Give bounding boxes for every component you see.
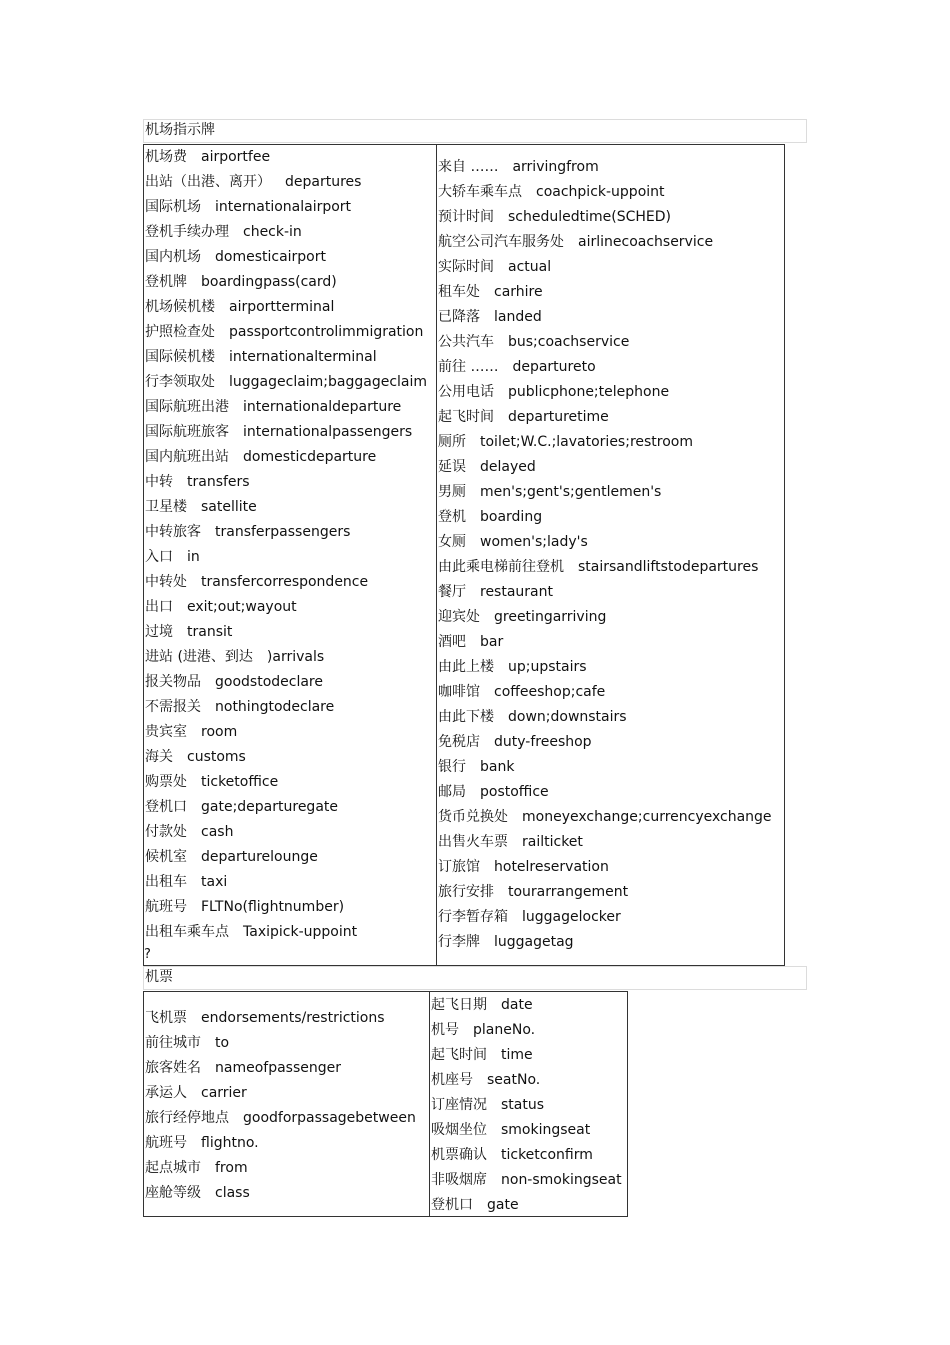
sign-term-row — [437, 405, 784, 430]
sign-term-row — [144, 870, 436, 895]
sign-term-row — [144, 170, 436, 195]
term-chinese: 大轿车乘车点 — [438, 184, 522, 200]
term-chinese: 国际候机楼 — [145, 349, 215, 365]
ticket-term-row — [430, 1193, 627, 1218]
term-english: smokingseat — [501, 1122, 591, 1138]
term-chinese: 登机手续办理 — [145, 224, 229, 240]
sign-term-row — [144, 145, 436, 170]
term-english: date — [501, 997, 533, 1013]
sign-term-row — [144, 470, 436, 495]
term-english: luggagelocker — [522, 909, 621, 925]
term-english: internationalairport — [215, 199, 352, 215]
term-english: airportterminal — [229, 299, 335, 315]
sign-term-row — [144, 445, 436, 470]
ticket-right-list — [430, 993, 627, 1218]
term-english: nameofpassenger — [215, 1060, 341, 1076]
term-english: endorsements/restrictions — [201, 1010, 385, 1026]
sign-term-row — [437, 930, 784, 955]
sign-term-row — [144, 645, 436, 670]
term-chinese: 飞机票 — [145, 1010, 187, 1026]
ticket-term-row — [430, 1018, 627, 1043]
term-english: goodstodeclare — [215, 674, 323, 690]
term-english: carhire — [494, 284, 543, 300]
term-english: departures — [285, 174, 362, 190]
term-chinese: 餐厅 — [438, 584, 466, 600]
term-chinese: 旅行经停地点 — [145, 1110, 229, 1126]
term-chinese: 起点城市 — [145, 1160, 201, 1176]
term-english: from — [215, 1160, 248, 1176]
term-chinese: 免税店 — [438, 734, 480, 750]
term-chinese: 过境 — [145, 624, 173, 640]
ticket-term-row — [144, 1031, 430, 1056]
term-english: gate;departuregate — [201, 799, 338, 815]
sign-term-row — [144, 220, 436, 245]
ticket-term-row — [144, 1181, 430, 1206]
term-english: internationalterminal — [229, 349, 377, 365]
sign-term-row — [437, 305, 784, 330]
term-chinese: 航班号 — [145, 1135, 187, 1151]
term-chinese: 航班号 — [145, 899, 187, 915]
term-english: departurelounge — [201, 849, 318, 865]
term-english: carrier — [201, 1085, 247, 1101]
term-english: transit — [187, 624, 233, 640]
ticket-term-row — [430, 1168, 627, 1193]
ticket-right-column — [429, 992, 627, 1216]
term-english: status — [501, 1097, 545, 1113]
term-english: transferpassengers — [215, 524, 351, 540]
term-english: exit;out;wayout — [187, 599, 297, 615]
term-chinese: 出租车乘车点 — [145, 924, 229, 940]
term-english: satellite — [201, 499, 257, 515]
sign-term-row — [144, 670, 436, 695]
term-chinese: 报关物品 — [145, 674, 201, 690]
term-chinese: 登机口 — [431, 1197, 473, 1213]
sign-term-row — [437, 355, 784, 380]
sign-term-row — [144, 920, 436, 945]
sign-term-row — [437, 530, 784, 555]
term-english: taxi — [201, 874, 228, 890]
term-chinese: 机场费 — [145, 149, 187, 165]
sign-term-row — [437, 855, 784, 880]
term-english: railticket — [522, 834, 583, 850]
term-chinese: 出售火车票 — [438, 834, 508, 850]
term-chinese: 咖啡馆 — [438, 684, 480, 700]
sign-term-row — [144, 295, 436, 320]
term-english: landed — [494, 309, 542, 325]
ticket-table — [143, 991, 628, 1217]
term-chinese: 候机室 — [145, 849, 187, 865]
term-english: delayed — [480, 459, 536, 475]
term-chinese: 航空公司汽车服务处 — [438, 234, 564, 250]
term-english: FLTNo(flightnumber) — [201, 899, 345, 915]
sign-term-row — [437, 630, 784, 655]
ticket-term-row — [430, 993, 627, 1018]
sign-term-row — [437, 655, 784, 680]
sign-term-row — [437, 880, 784, 905]
term-english: internationaldeparture — [243, 399, 402, 415]
term-english: class — [215, 1185, 250, 1201]
sign-term-row — [437, 230, 784, 255]
sign-term-row — [144, 820, 436, 845]
airport-signs-table — [143, 144, 785, 966]
sign-term-row — [437, 155, 784, 180]
term-english: coffeeshop;cafe — [494, 684, 606, 700]
term-english: departureto — [512, 359, 596, 375]
term-english: )arrivals — [266, 649, 325, 665]
term-english: gate — [487, 1197, 519, 1213]
term-chinese: 由此下楼 — [438, 709, 494, 725]
sign-term-row — [437, 830, 784, 855]
term-english: boardingpass(card) — [201, 274, 337, 290]
term-chinese: 进站 (进港、到达 — [145, 649, 253, 665]
term-english: cash — [201, 824, 234, 840]
sign-term-row — [144, 545, 436, 570]
term-english: up;upstairs — [508, 659, 587, 675]
airport-signs-right-list — [437, 155, 784, 955]
term-english: internationalpassengers — [243, 424, 413, 440]
term-chinese: 由此上楼 — [438, 659, 494, 675]
term-chinese: 吸烟坐位 — [431, 1122, 487, 1138]
term-english: flightno. — [201, 1135, 259, 1151]
sign-term-row — [437, 455, 784, 480]
term-english: goodforpassagebetween — [243, 1110, 416, 1126]
term-english: departuretime — [508, 409, 609, 425]
airport-signs-left-column — [144, 145, 436, 965]
ticket-term-row — [144, 1131, 430, 1156]
sign-term-row — [437, 805, 784, 830]
sign-term-row — [437, 255, 784, 280]
term-english: postoffice — [480, 784, 549, 800]
sign-term-row — [144, 620, 436, 645]
term-chinese: 起飞时间 — [438, 409, 494, 425]
term-english: arrivingfrom — [512, 159, 599, 175]
term-english: domesticairport — [215, 249, 326, 265]
term-chinese: 邮局 — [438, 784, 466, 800]
term-chinese: 付款处 — [145, 824, 187, 840]
section-ticket-title: 机票 — [143, 966, 807, 990]
sign-term-row — [144, 695, 436, 720]
term-chinese: 起飞时间 — [431, 1047, 487, 1063]
term-english: transfers — [187, 474, 250, 490]
term-chinese: 男厕 — [438, 484, 466, 500]
ticket-left-list — [144, 1006, 430, 1206]
term-english: bar — [480, 634, 504, 650]
term-chinese: 不需报关 — [145, 699, 201, 715]
term-english: check-in — [243, 224, 302, 240]
term-chinese: 厕所 — [438, 434, 466, 450]
term-chinese: 酒吧 — [438, 634, 466, 650]
sign-term-row — [144, 420, 436, 445]
term-english: luggageclaim;baggageclaim — [229, 374, 428, 390]
term-chinese: 护照检查处 — [145, 324, 215, 340]
term-english: luggagetag — [494, 934, 574, 950]
sign-term-row — [437, 705, 784, 730]
ticket-term-row — [144, 1056, 430, 1081]
sign-term-row — [437, 755, 784, 780]
term-english: tourarrangement — [508, 884, 629, 900]
sign-term-row — [437, 380, 784, 405]
term-chinese: 出租车 — [145, 874, 187, 890]
term-chinese: 延误 — [438, 459, 466, 475]
term-chinese: 登机 — [438, 509, 466, 525]
sign-term-row — [437, 555, 784, 580]
trailing-question-mark: ? — [144, 947, 151, 962]
term-english: to — [215, 1035, 230, 1051]
term-chinese: 实际时间 — [438, 259, 494, 275]
term-chinese: 来自 …… — [438, 159, 499, 175]
sign-term-row — [437, 730, 784, 755]
term-chinese: 海关 — [145, 749, 173, 765]
term-chinese: 由此乘电梯前往登机 — [438, 559, 564, 575]
sign-term-row — [144, 795, 436, 820]
sign-term-row — [144, 245, 436, 270]
term-chinese: 入口 — [145, 549, 173, 565]
sign-term-row — [437, 205, 784, 230]
sign-term-row — [144, 570, 436, 595]
sign-term-row — [144, 895, 436, 920]
sign-term-row — [144, 195, 436, 220]
sign-term-row — [437, 505, 784, 530]
term-chinese: 旅行安排 — [438, 884, 494, 900]
term-chinese: 贵宾室 — [145, 724, 187, 740]
term-chinese: 前往城市 — [145, 1035, 201, 1051]
ticket-term-row — [430, 1143, 627, 1168]
term-chinese: 国际航班出港 — [145, 399, 229, 415]
term-chinese: 非吸烟席 — [431, 1172, 487, 1188]
term-chinese: 货币兑换处 — [438, 809, 508, 825]
term-chinese: 迎宾处 — [438, 609, 480, 625]
sign-term-row — [437, 905, 784, 930]
term-english: nothingtodeclare — [215, 699, 335, 715]
sign-term-row — [437, 480, 784, 505]
term-chinese: 公共汽车 — [438, 334, 494, 350]
term-chinese: 购票处 — [145, 774, 187, 790]
sign-term-row — [144, 395, 436, 420]
term-chinese: 中转旅客 — [145, 524, 201, 540]
sign-term-row — [144, 370, 436, 395]
term-english: stairsandliftstodepartures — [578, 559, 759, 575]
sign-term-row — [144, 320, 436, 345]
sign-term-row — [144, 595, 436, 620]
term-chinese: 女厕 — [438, 534, 466, 550]
term-english: transfercorrespondence — [201, 574, 369, 590]
ticket-term-row — [430, 1043, 627, 1068]
sign-term-row — [144, 520, 436, 545]
term-english: bus;coachservice — [508, 334, 630, 350]
ticket-term-row — [144, 1081, 430, 1106]
term-english: passportcontrolimmigration — [229, 324, 424, 340]
term-chinese: 机座号 — [431, 1072, 473, 1088]
term-chinese: 公用电话 — [438, 384, 494, 400]
ticket-term-row — [144, 1156, 430, 1181]
sign-term-row — [144, 720, 436, 745]
term-chinese: 出口 — [145, 599, 173, 615]
sign-term-row — [144, 770, 436, 795]
term-chinese: 租车处 — [438, 284, 480, 300]
sign-term-row — [437, 330, 784, 355]
term-english: bank — [480, 759, 515, 775]
sign-term-row — [437, 280, 784, 305]
term-chinese: 国内机场 — [145, 249, 201, 265]
ticket-term-row — [144, 1006, 430, 1031]
sign-term-row — [437, 780, 784, 805]
term-chinese: 订座情况 — [431, 1097, 487, 1113]
term-chinese: 承运人 — [145, 1085, 187, 1101]
term-english: domesticdeparture — [243, 449, 377, 465]
term-chinese: 中转处 — [145, 574, 187, 590]
term-chinese: 卫星楼 — [145, 499, 187, 515]
term-english: time — [501, 1047, 533, 1063]
term-english: men's;gent's;gentlemen's — [480, 484, 662, 500]
term-english: down;downstairs — [508, 709, 627, 725]
term-english: coachpick-uppoint — [536, 184, 665, 200]
term-chinese: 国际航班旅客 — [145, 424, 229, 440]
term-chinese: 银行 — [438, 759, 466, 775]
sign-term-row — [437, 605, 784, 630]
term-chinese: 中转 — [145, 474, 173, 490]
term-chinese: 前往 …… — [438, 359, 499, 375]
term-english: ticketconfirm — [501, 1147, 593, 1163]
term-english: restaurant — [480, 584, 553, 600]
sign-term-row — [144, 495, 436, 520]
term-chinese: 行李领取处 — [145, 374, 215, 390]
term-chinese: 机号 — [431, 1022, 459, 1038]
sign-term-row — [437, 680, 784, 705]
ticket-term-row — [430, 1093, 627, 1118]
term-chinese: 行李暂存箱 — [438, 909, 508, 925]
airport-signs-right-column — [436, 145, 784, 965]
term-chinese: 机票确认 — [431, 1147, 487, 1163]
term-english: in — [187, 549, 200, 565]
term-chinese: 已降落 — [438, 309, 480, 325]
term-english: Taxipick-uppoint — [243, 924, 358, 940]
term-english: planeNo. — [473, 1022, 536, 1038]
term-chinese: 国内航班出站 — [145, 449, 229, 465]
term-chinese: 订旅馆 — [438, 859, 480, 875]
ticket-term-row — [430, 1118, 627, 1143]
term-chinese: 起飞日期 — [431, 997, 487, 1013]
ticket-term-row — [430, 1068, 627, 1093]
term-english: women's;lady's — [480, 534, 588, 550]
term-english: seatNo. — [487, 1072, 541, 1088]
term-english: boarding — [480, 509, 543, 525]
sign-term-row — [144, 270, 436, 295]
term-chinese: 机场候机楼 — [145, 299, 215, 315]
term-chinese: 行李牌 — [438, 934, 480, 950]
sign-term-row — [437, 580, 784, 605]
term-english: actual — [508, 259, 552, 275]
term-english: moneyexchange;currencyexchange — [522, 809, 772, 825]
term-chinese: 国际机场 — [145, 199, 201, 215]
term-chinese: 登机牌 — [145, 274, 187, 290]
sign-term-row — [144, 345, 436, 370]
term-english: airlinecoachservice — [578, 234, 714, 250]
airport-signs-left-list — [144, 145, 436, 945]
sign-term-row — [144, 745, 436, 770]
term-english: customs — [187, 749, 246, 765]
sign-term-row — [437, 180, 784, 205]
term-english: toilet;W.C.;lavatories;restroom — [480, 434, 694, 450]
term-chinese: 旅客姓名 — [145, 1060, 201, 1076]
term-english: room — [201, 724, 238, 740]
sign-term-row — [437, 430, 784, 455]
term-english: airportfee — [201, 149, 271, 165]
term-chinese: 预计时间 — [438, 209, 494, 225]
term-chinese: 出站（出港、离开） — [145, 174, 271, 190]
term-chinese: 座舱等级 — [145, 1185, 201, 1201]
term-english: ticketoffice — [201, 774, 279, 790]
ticket-left-column — [144, 992, 430, 1216]
term-english: non-smokingseat — [501, 1172, 622, 1188]
term-english: hotelreservation — [494, 859, 609, 875]
term-english: duty-freeshop — [494, 734, 592, 750]
sign-term-row — [144, 845, 436, 870]
term-english: publicphone;telephone — [508, 384, 670, 400]
term-english: greetingarriving — [494, 609, 607, 625]
term-english: scheduledtime(SCHED) — [508, 209, 671, 225]
term-chinese: 登机口 — [145, 799, 187, 815]
section-airport-signs-title: 机场指示牌 — [143, 119, 807, 143]
ticket-term-row — [144, 1106, 430, 1131]
